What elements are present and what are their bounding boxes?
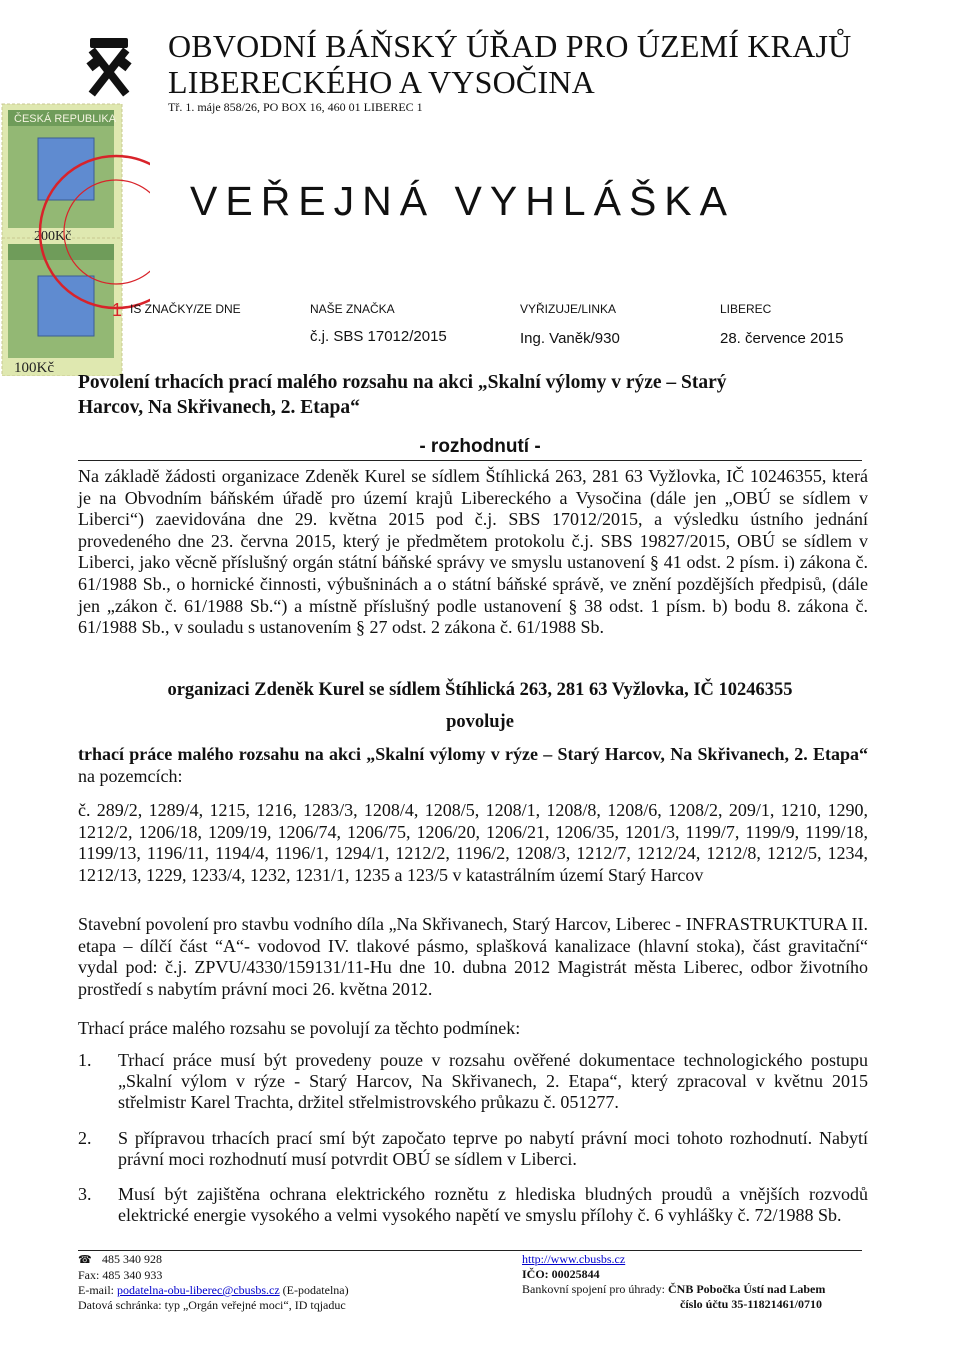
bank-label: Bankovní spojení pro úhrady: bbox=[522, 1282, 668, 1296]
office-name bbox=[168, 28, 851, 100]
subject-line2: Harcov, Na Skřivanech, 2. Etapa“ bbox=[78, 397, 360, 418]
databox-info: Datová schránka: typ „Orgán veřejné moci“, ID tqjaduc bbox=[78, 1298, 346, 1312]
telephone-icon: ☎ bbox=[78, 1254, 92, 1266]
stamp-value: 100Kč bbox=[14, 360, 54, 376]
footer-bank bbox=[522, 1252, 942, 1312]
works-tail: na pozemcích: bbox=[78, 765, 183, 786]
bank-name: ČNB Pobočka Ústí nad Labem bbox=[667, 1282, 826, 1296]
office-name-line2: LIBERECKÉHO A VYSOČINA bbox=[168, 64, 595, 100]
intro-paragraph: Na základě žádosti organizace Zdeněk Kurel se sídlem Štíhlická 263, 281 63 Vyžlovka, IČ 10246355, která je na Obvodním báňském úřadě pro území krajů Libereckého a Vysočina (dále jen „OBÚ se sídlem v Liberci“) zaevidována dne 29. května 2015 pod č.j. SBS 17012/2015, a výsledku ústního jednání provedeného dne 23. června 2015, který je předmětem protokolu č.j. SBS 19827/2015, OBÚ se sídlem v Liberci, jako věcně příslušný orgán státní báňské správy ve smyslu ustanovení § 41 odst. 2 písm. i) zákona č. 61/1988 Sb., o hornické činnosti, výbušninách a o státní báňské správě, ve znění pozdějších předpisů, (dále jen „zákon č. 61/1988 Sb.“) a místně příslušný podle ustanovení § 38 odst. 1 písm. b) bodu 8. zákona č. 61/1988 Sb., v souladu s ustanovením § 27 odst. 2 zákona č. 61/1988 Sb. bbox=[78, 466, 868, 638]
footer-divider bbox=[78, 1250, 862, 1251]
their-ref-label: IS ZNAČKY/ZE DNE bbox=[130, 302, 241, 316]
phone-number: 485 340 928 bbox=[102, 1252, 162, 1266]
condition-item bbox=[78, 1184, 868, 1226]
subject-line1: Povolení trhacích prací malého rozsahu na akci „Skalní výlomy v rýze – Starý bbox=[78, 372, 727, 393]
crossed-hammers-icon bbox=[86, 38, 132, 102]
email-suffix: (E-podatelna) bbox=[279, 1283, 349, 1297]
stamp-value-top: 200Kč bbox=[34, 229, 72, 244]
official-stamp-number: 1 bbox=[112, 300, 123, 320]
condition-item bbox=[78, 1128, 868, 1170]
handled-by-value: Ing. Vaněk/930 bbox=[520, 330, 620, 347]
condition-number: 3. bbox=[78, 1184, 92, 1204]
document-date: 28. července 2015 bbox=[720, 330, 844, 347]
building-permit: Stavební povolení pro stavbu vodního díla „Na Skřivanech, Starý Harcov, Liberec - INFRASTRUKTURA II. etapa – dílčí část “A“- vodovod IV. tlakové pásmo, splašková kanalizace (hlavní stoka), část gravitační“ vydal pod: č.j. ZPVU/4330/159131/11-Hu dne 10. dubna 2012 Magistrát města Liberec, odbor životního prostředí s nabytím právní moci 26. května 2012. bbox=[78, 914, 868, 999]
email-label: E-mail: bbox=[78, 1283, 117, 1297]
condition-text: Trhací práce musí být provedeny pouze v rozsahu ověřené dokumentace technologického postupu „Skalní výlom v rýze - Starý Harcov, Na Skřivanech, 2. Etapa“, který zpracoval v květnu 2015 střelmistr Karel Trachta, držitel střelmistrovského průkazu č. 051277. bbox=[118, 1050, 868, 1112]
office-address: Tř. 1. máje 858/26, PO BOX 16, 460 01 LIBEREC 1 bbox=[168, 100, 423, 114]
organization-line: organizaci Zdeněk Kurel se sídlem Štíhlická 263, 281 63 Vyžlovka, IČ 10246355 bbox=[167, 680, 793, 700]
condition-text: Musí být zajištěna ochrana elektrického roznětu z hlediska bludných proudů a vnějších rozvodů elektrické energie vysokého a velmi vysokého napětí ve smyslu přílohy č. 6 vyhlášky č. 72/1988 Sb. bbox=[118, 1184, 868, 1225]
handled-by-label: VYŘIZUJE/LINKA bbox=[520, 302, 617, 316]
office-name-line1: OBVODNÍ BÁŇSKÝ ÚŘAD PRO ÚZEMÍ KRAJŮ bbox=[168, 28, 852, 64]
stamp-country-label: ČESKÁ REPUBLIKA bbox=[14, 113, 117, 125]
permits-word: povoluje bbox=[446, 712, 514, 732]
bank-account: číslo účtu 35-11821461/0710 bbox=[680, 1297, 823, 1311]
document-headline: VEŘEJNÁ VYHLÁŠKA bbox=[190, 178, 735, 224]
our-ref-label: NAŠE ZNAČKA bbox=[310, 302, 395, 316]
fee-stamps bbox=[0, 98, 150, 376]
our-ref-value: č.j. SBS 17012/2015 bbox=[310, 328, 447, 345]
works-bold: trhací práce malého rozsahu na akci „Skalní výlomy v rýze – Starý Harcov, Na Skřivanech, 2. Etapa“ bbox=[78, 744, 868, 764]
city-label: LIBEREC bbox=[720, 302, 772, 316]
condition-number: 2. bbox=[78, 1128, 92, 1148]
conditions-intro: Trhací práce malého rozsahu se povolují za těchto podmínek: bbox=[78, 1018, 521, 1038]
decision-title: - rozhodnutí - bbox=[419, 436, 541, 457]
fax-number: Fax: 485 340 933 bbox=[78, 1268, 163, 1282]
ico-number: IČO: 00025844 bbox=[522, 1267, 600, 1281]
condition-text: S přípravou trhacích prací smí být započato teprve po nabytí právní moci tohoto rozhodnutí. Nabytí právní moci rozhodnutí musí potvrdit OBÚ se sídlem v Liberci. bbox=[118, 1128, 868, 1169]
parcels-list: č. 289/2, 1289/4, 1215, 1216, 1283/3, 1208/4, 1208/5, 1208/1, 1208/8, 1208/6, 1208/2, 209/1, 1210, 1290, 1212/2, 1206/18, 1209/19, 1206/74, 1206/75, 1206/20, 1206/21, 1206/35, 1201/3, 1199/7, 1199/9, 1199/18, 1199/13, 1196/11, 1194/4, 1196/1, 1294/1, 1212/2, 1196/2, 1208/3, 1212/7, 1212/24, 1212/8, 1212/5, 1234, 1212/13, 1229, 1233/4, 1232, 1231/1, 1235 a 123/5 v katastrálním území Starý Harcov bbox=[78, 800, 868, 885]
document-subject bbox=[78, 370, 858, 420]
footer-contacts bbox=[78, 1252, 498, 1313]
works-description bbox=[78, 744, 868, 787]
email-link[interactable]: podatelna-obu-liberec@cbusbs.cz bbox=[117, 1283, 280, 1297]
website-link[interactable]: http://www.cbusbs.cz bbox=[522, 1252, 626, 1266]
condition-item bbox=[78, 1050, 868, 1113]
divider bbox=[78, 460, 862, 461]
condition-number: 1. bbox=[78, 1050, 92, 1070]
